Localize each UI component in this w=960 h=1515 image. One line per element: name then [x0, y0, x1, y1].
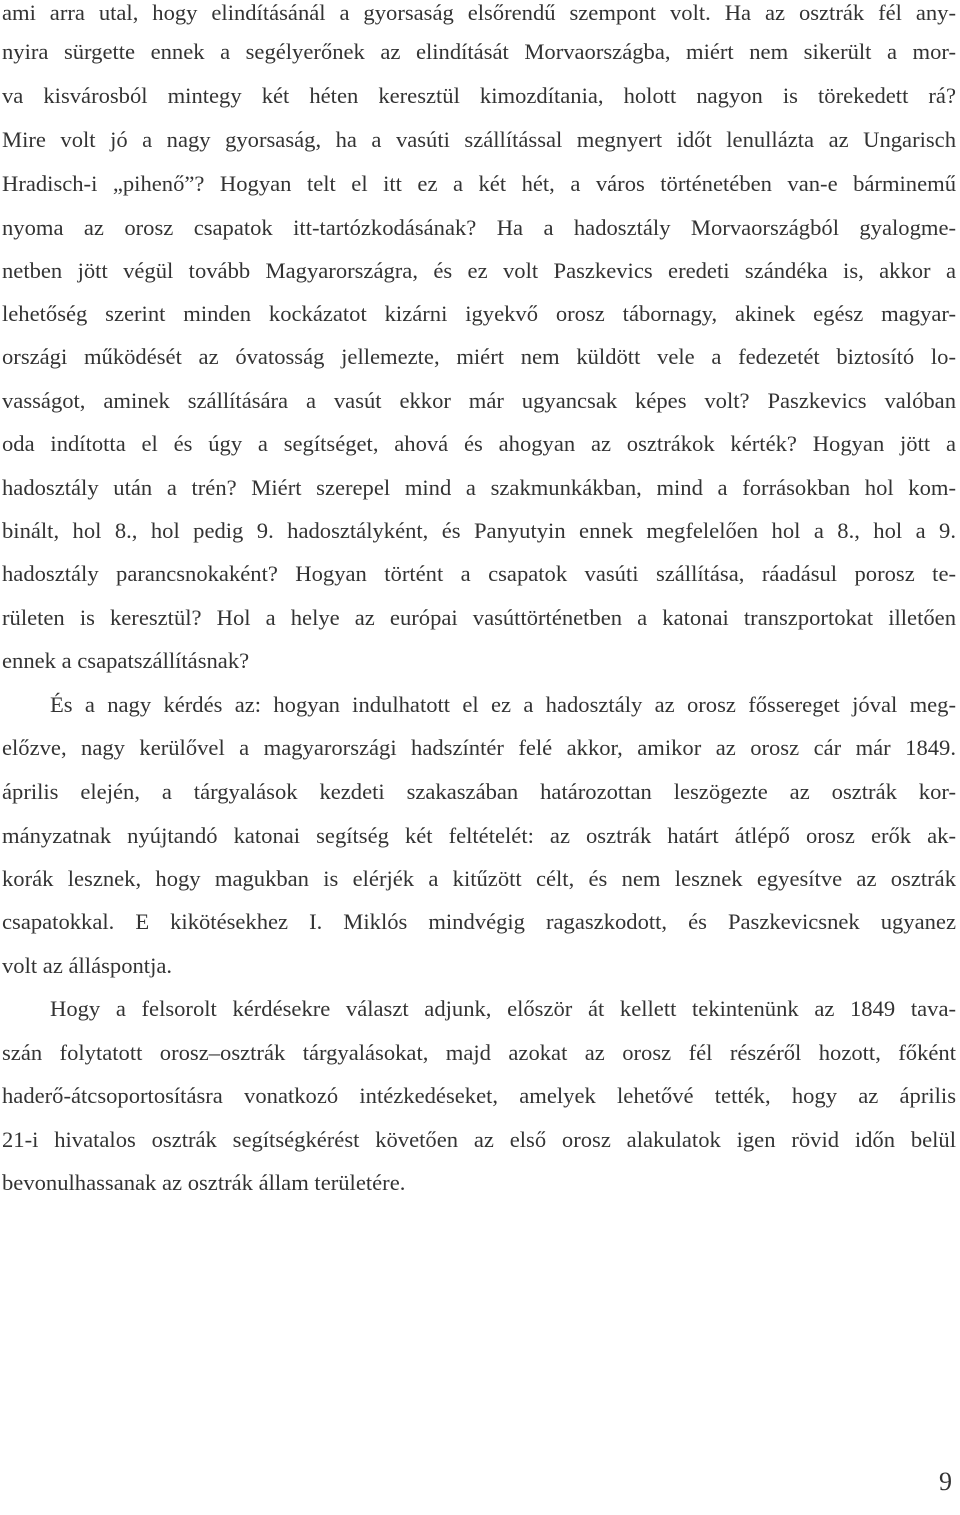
text-line: rületen is keresztül? Hol a helye az európai vasúttörténetben a katonai transzportokat illetően [2, 605, 956, 630]
text-line: országi működését az óvatosság jellemezte, miért nem küldött vele a fedezetét biztosító lo- [2, 344, 956, 369]
text-line: volt az álláspontja. [2, 953, 173, 978]
text-line: lehetőség szerint minden kockázatot kizárni igyekvő orosz tábornagy, akinek egész magyar- [2, 301, 956, 326]
text-line: korák lesznek, hogy magukban is elérjék a kitűzött célt, és nem lesznek egyesítve az osztrák [2, 866, 956, 891]
text-line: netben jött végül tovább Magyarországra, és ez volt Paszkevics eredeti szándéka is, akkor a [2, 258, 956, 283]
text-line: Hogy a felsorolt kérdésekre választ adjunk, először át kellett tekintenünk az 1849 tava- [50, 996, 956, 1021]
text-line: szán folytatott orosz–osztrák tárgyalásokat, majd azokat az orosz fél részéről hozott, főként [2, 1040, 956, 1065]
text-line: vasságot, aminek szállítására a vasút ekkor már ugyancsak képes volt? Paszkevics valóban [2, 388, 956, 413]
text-line: csapatokkal. E kikötésekhez I. Miklós mindvégig ragaszkodott, és Paszkevicsnek ugyanez [2, 909, 956, 934]
text-line: va kisvárosból mintegy két héten keresztül kimozdítania, holott nagyon is törekedett rá? [2, 83, 956, 108]
text-line: hadosztály parancsnokaként? Hogyan történt a csapatok vasúti szállítása, ráadásul porosz te- [2, 561, 956, 586]
text-line: nyira sürgette ennek a segélyerőnek az elindítását Morvaországba, miért nem sikerült a mor- [2, 39, 956, 64]
text-line: mányzatnak nyújtandó katonai segítség két feltételét: az osztrák határt átlépő orosz erők ak- [2, 823, 956, 848]
text-line: oda indította el és úgy a segítséget, ahová és ahogyan az osztrákok kérték? Hogyan jött a [2, 431, 956, 456]
text-line: Mire volt jó a nagy gyorsaság, ha a vasúti szállítással megnyert időt lenullázta az Ungarisch [2, 127, 956, 152]
text-line: előzve, nagy kerülővel a magyarországi hadszíntér felé akkor, amikor az orosz cár már 1849. [2, 735, 956, 760]
text-line: ennek a csapatszállításnak? [2, 648, 250, 673]
text-line: Hradisch-i „pihenő”? Hogyan telt el itt ez a két hét, a város történetében van-e bárminemű [2, 171, 956, 196]
text-line: haderő-átcsoportosításra vonatkozó intézkedéseket, amelyek lehetővé tették, hogy az április [2, 1083, 956, 1108]
text-line: nyoma az orosz csapatok itt-tartózkodásának? Ha a hadosztály Morvaországból gyalogme- [2, 215, 956, 240]
text-line: bevonulhassanak az osztrák állam területére. [2, 1170, 406, 1195]
page-number: 9 [939, 1467, 952, 1496]
text-line: ami arra utal, hogy elindításánál a gyorsaság elsőrendű szempont volt. Ha az osztrák fél any- [2, 0, 956, 25]
text-line: binált, hol 8., hol pedig 9. hadosztályként, és Panyutyin ennek megfelelően hol a 8., hol a 9. [2, 518, 956, 543]
text-line: hadosztály után a trén? Miért szerepel mind a szakmunkákban, mind a forrásokban hol kom- [2, 475, 956, 500]
text-line: 21-i hivatalos osztrák segítségkérést követően az első orosz alakulatok igen rövid időn belül [2, 1127, 956, 1152]
text-line: április elején, a tárgyalások kezdeti szakaszában határozottan leszögezte az osztrák kor- [2, 779, 956, 804]
text-line: És a nagy kérdés az: hogyan indulhatott el ez a hadosztály az orosz főssereget jóval meg- [50, 692, 956, 717]
